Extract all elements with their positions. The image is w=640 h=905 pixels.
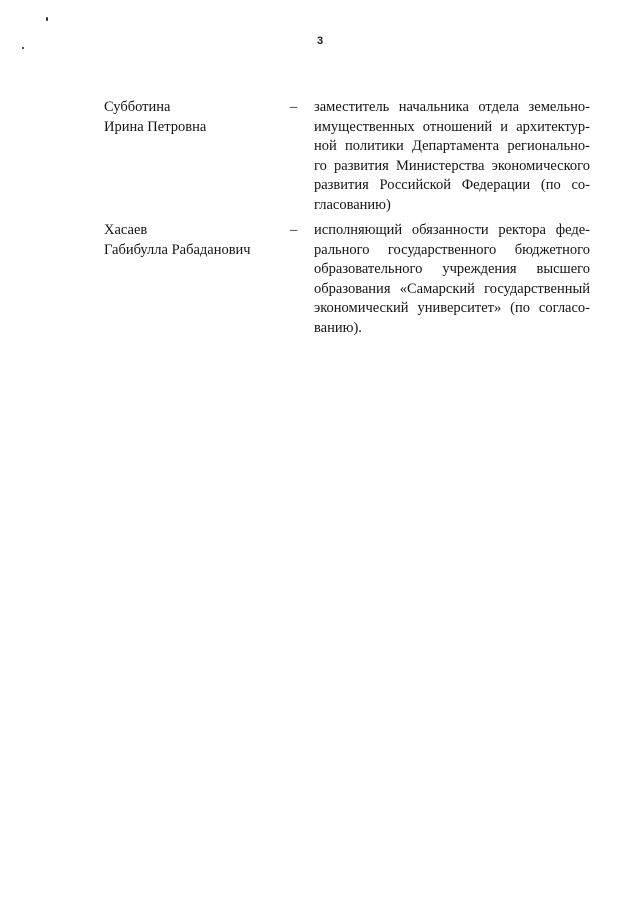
description-line: имущественных отношений и архитектур- [314,118,590,135]
description-line: образовательного учреждения высшего [314,261,590,277]
description-line: заместитель начальника отдела земельно- [314,99,590,115]
scan-speck [22,47,24,49]
description-line: ной политики Департамента регионально- [314,138,590,154]
description-line: образования «Самарский государственный [314,280,590,297]
description-line: рального государственного бюджетного [314,241,590,258]
description-line: ванию). [314,319,362,336]
member-name [104,221,284,260]
scan-speck [46,17,48,21]
member-description [314,98,590,215]
description-line: исполняющий обязанности ректора феде- [314,222,590,238]
member-surname: Хасаев [104,222,148,238]
member-surname: Субботина [104,99,171,115]
description-line: развития Российской Федерации (по со- [314,177,590,193]
description-line: го развития Министерства экономического [314,157,590,174]
member-given-names: Габибулла Рабаданович [104,241,251,258]
member-description [314,221,590,338]
dash-separator: – [290,99,298,115]
member-given-names: Ирина Петровна [104,118,207,135]
dash-separator: – [290,222,298,238]
member-name [104,98,284,137]
description-line: гласованию) [314,196,391,213]
page-number: 3 [316,35,324,47]
description-line: экономический университет» (по согласо- [314,300,590,316]
